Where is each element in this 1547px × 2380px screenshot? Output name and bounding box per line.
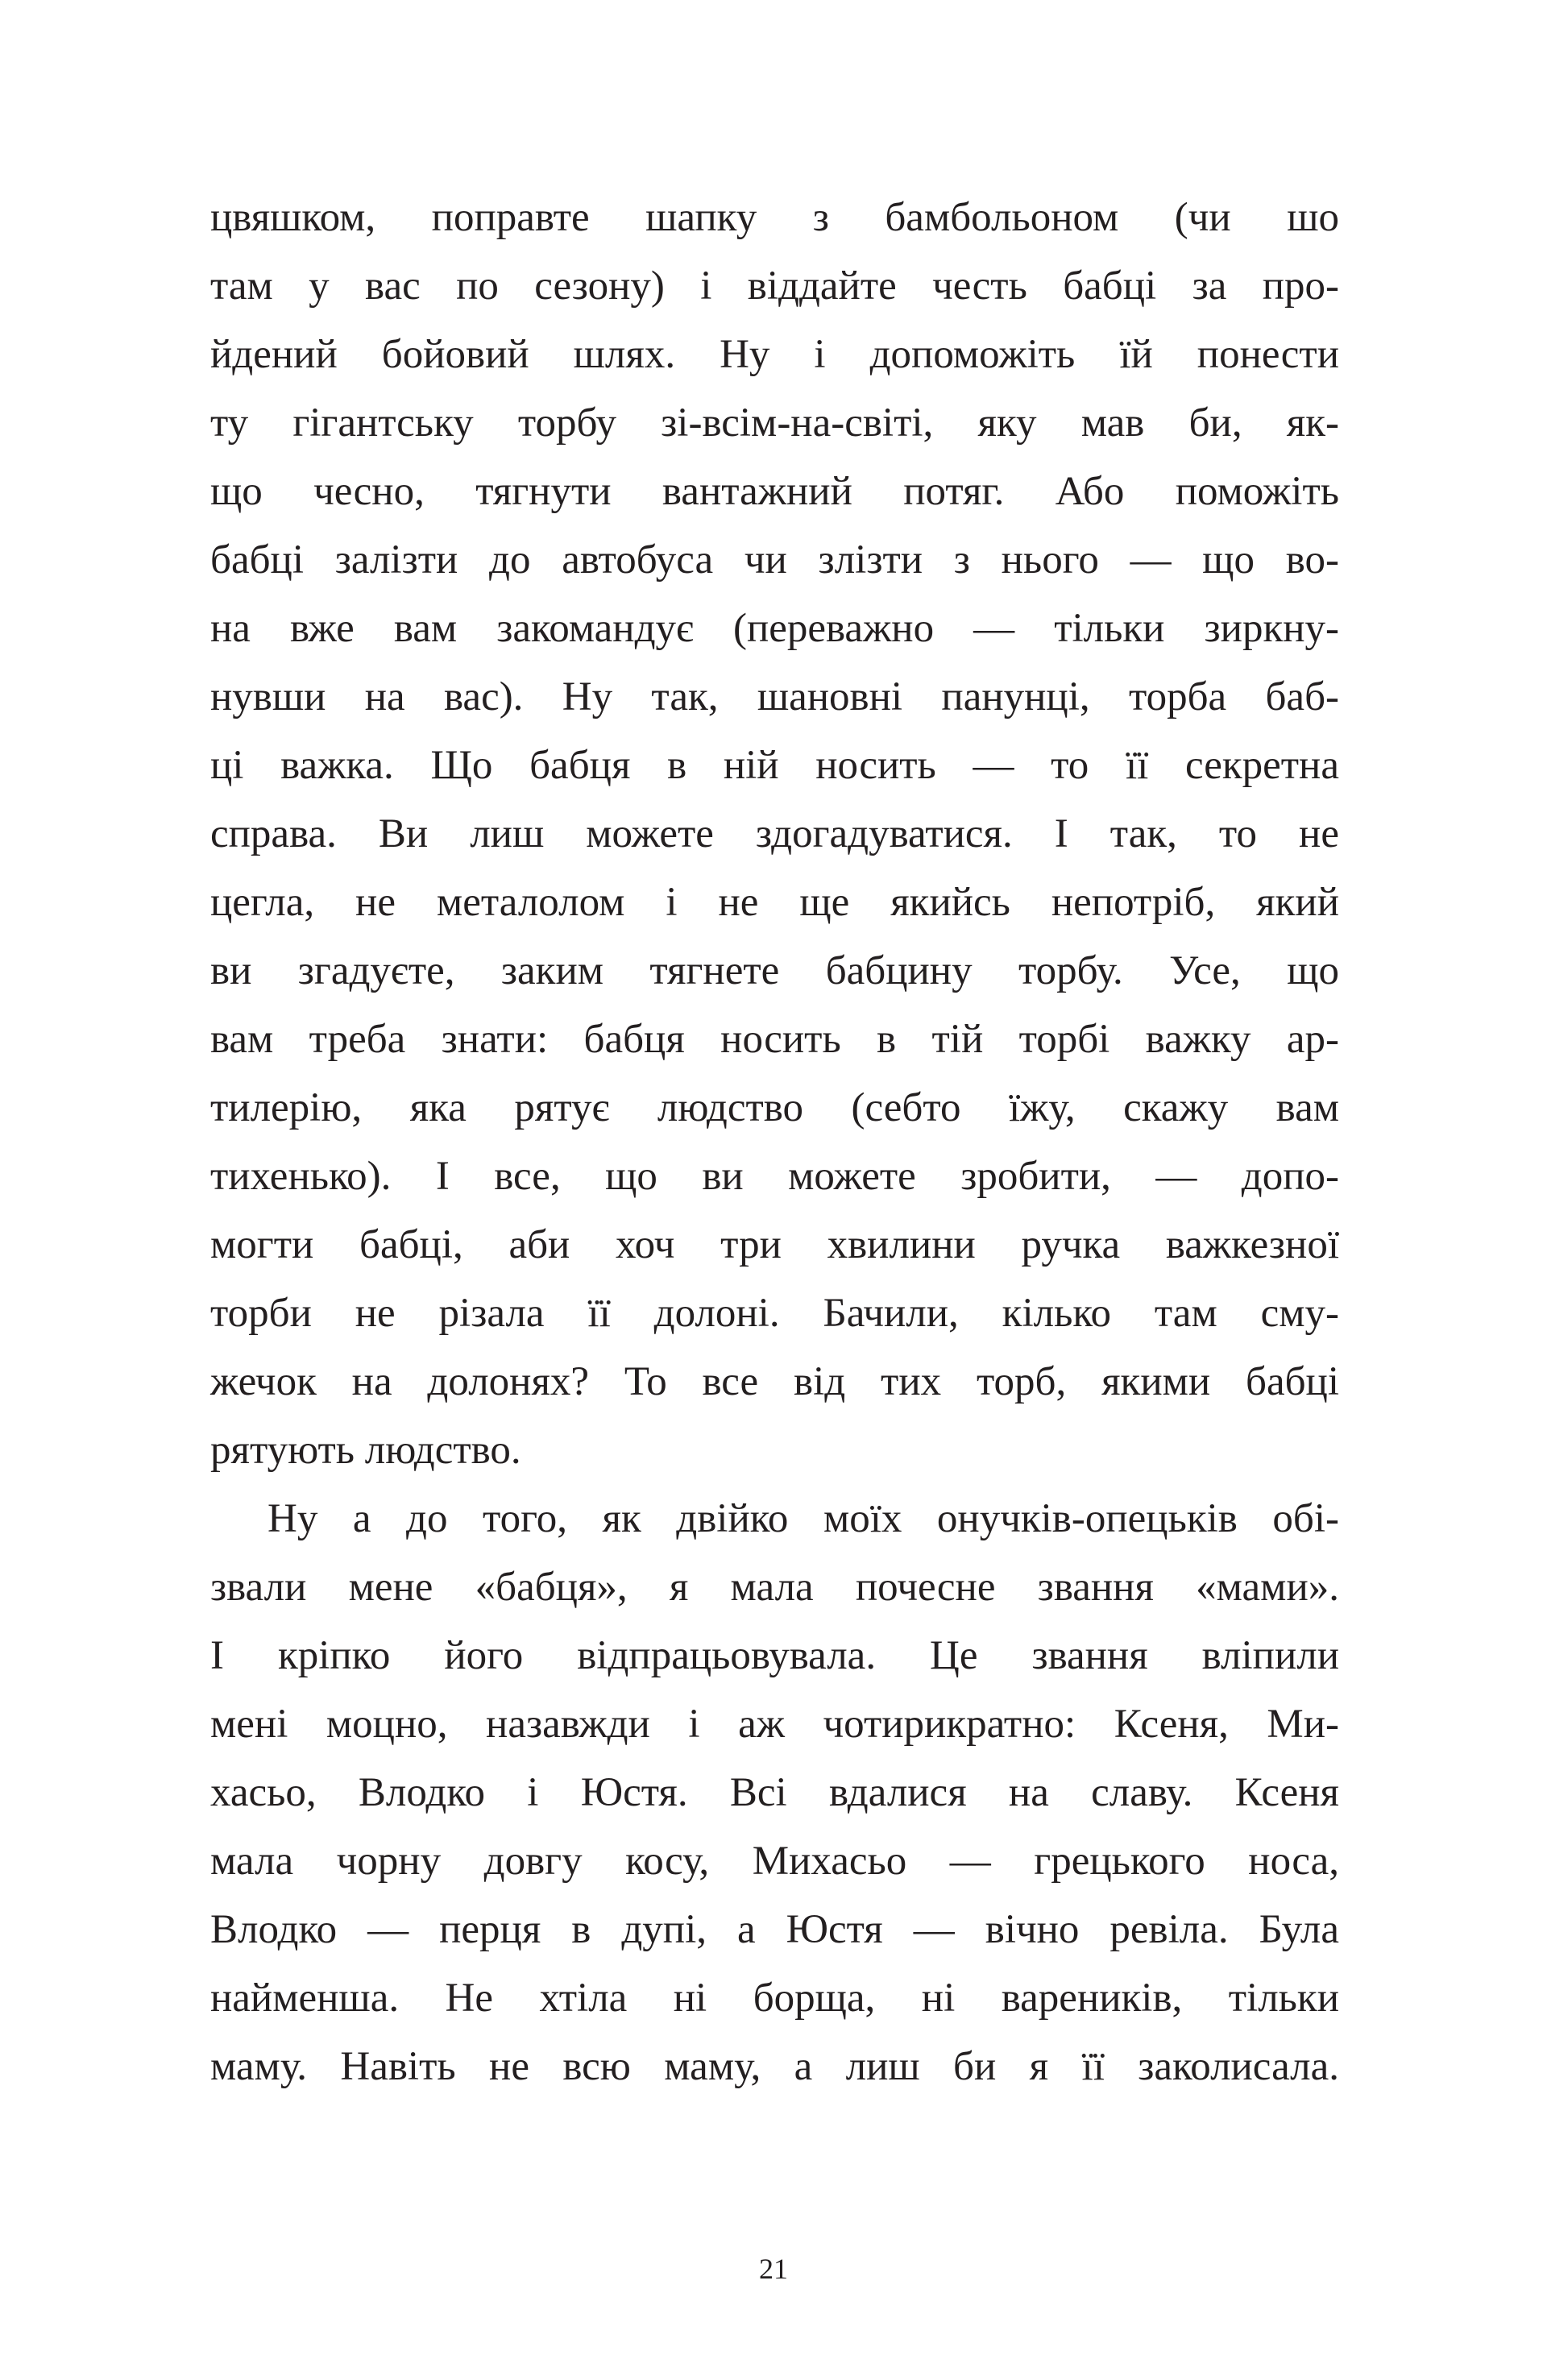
text-line: йдений бойовий шлях. Ну і допоможіть їй понести — [210, 332, 1339, 377]
text-line: торби не різала її долоні. Бачили, кілько там сму- — [210, 1291, 1339, 1336]
text-line: хасьо, Влодко і Юстя. Всі вдалися на славу. Ксеня — [210, 1770, 1339, 1815]
page-body-text — [210, 184, 1339, 2101]
text-line: ту гігантську торбу зі-всім-на-світі, яку мав би, як- — [210, 400, 1339, 446]
text-line: маму. Навіть не всю маму, а лиш би я її заколисала. — [210, 2044, 1339, 2089]
text-line: нувши на вас). Ну так, шановні панунці, торба баб- — [210, 674, 1339, 719]
text-line: на вже вам закомандує (переважно — тільки зиркну- — [210, 606, 1339, 651]
text-line: мала чорну довгу косу, Михасьо — грецького носа, — [210, 1839, 1339, 1884]
text-line: вам треба знати: бабця носить в тій торбі важку ар- — [210, 1017, 1339, 1062]
text-line: там у вас по сезону) і віддайте честь бабці за про- — [210, 263, 1339, 309]
page-number: 21 — [759, 2253, 788, 2285]
text-line: тихенько). І все, що ви можете зробити, — допо- — [210, 1154, 1339, 1199]
text-line: ці важка. Що бабця в ній носить — то її секретна — [210, 743, 1339, 788]
text-line: мені моцно, назавжди і аж чотирикратно: Ксеня, Ми- — [210, 1702, 1339, 1747]
text-line: тилерію, яка рятує людство (себто їжу, скажу вам — [210, 1085, 1339, 1130]
text-line: І кріпко його відпрацьовувала. Це звання вліпили — [210, 1633, 1339, 1678]
text-line: рятують людство. — [210, 1428, 521, 1473]
text-line: справа. Ви лиш можете здогадуватися. І так, то не — [210, 811, 1339, 856]
text-line: жечок на долонях? То все від тих торб, якими бабці — [210, 1359, 1339, 1404]
text-line: цвяшком, поправте шапку з бамбольоном (чи шо — [210, 195, 1339, 240]
text-line: Ну а до того, як двійко моїх онучків-опецьків обі- — [268, 1496, 1339, 1541]
text-line: бабці залізти до автобуса чи злізти з нього — що во- — [210, 537, 1339, 583]
text-line: найменша. Не хтіла ні борща, ні вареників, тільки — [210, 1976, 1339, 2021]
text-line: ви згадуєте, заким тягнете бабцину торбу. Усе, що — [210, 948, 1339, 993]
text-line: що чесно, тягнути вантажний потяг. Або поможіть — [210, 469, 1339, 514]
text-line: цегла, не металолом і не ще якийсь непотріб, який — [210, 880, 1339, 925]
text-line: звали мене «бабця», я мала почесне звання «мами». — [210, 1565, 1339, 1610]
text-line: Влодко — перця в дупі, а Юстя — вічно ревіла. Була — [210, 1907, 1339, 1952]
text-line: могти бабці, аби хоч три хвилини ручка важкезної — [210, 1222, 1339, 1267]
